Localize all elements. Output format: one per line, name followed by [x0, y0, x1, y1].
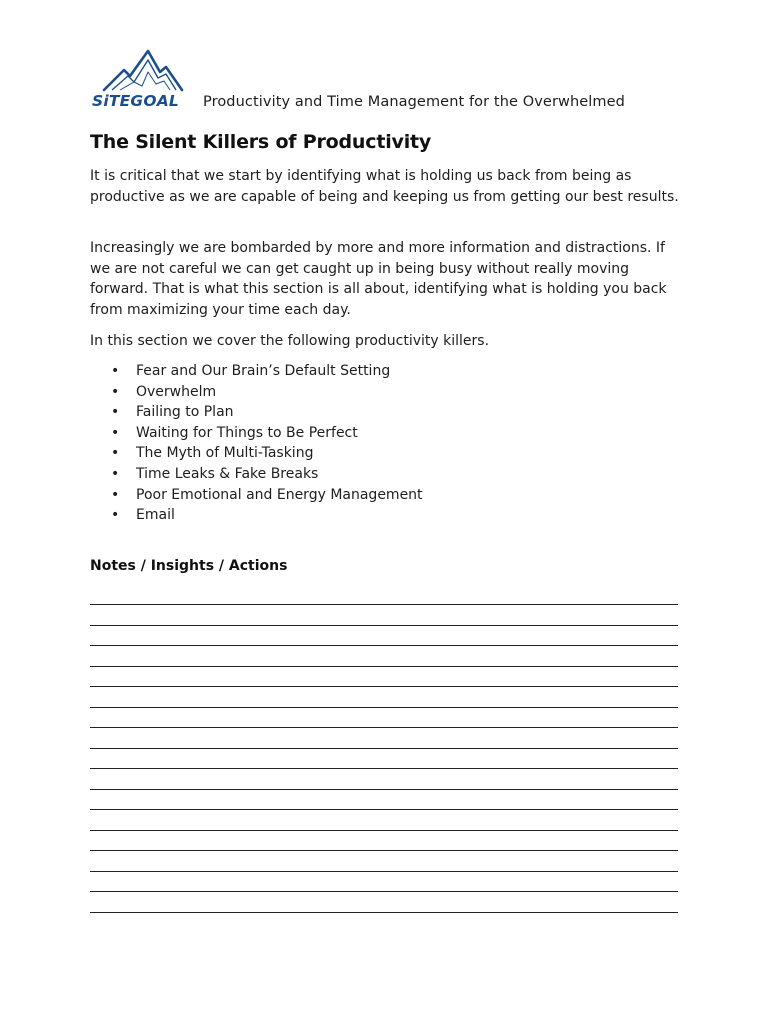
notes-line [90, 809, 678, 810]
page-title: The Silent Killers of Productivity [90, 131, 432, 153]
bullet-icon: • [111, 507, 120, 524]
list-item-label: The Myth of Multi-Tasking [136, 445, 314, 462]
bullet-icon: • [111, 445, 120, 462]
notes-line [90, 748, 678, 749]
mountain-logo-icon [90, 48, 190, 110]
list-item [90, 402, 423, 423]
notes-line [90, 871, 678, 872]
notes-line [90, 707, 678, 708]
bullet-icon: • [111, 486, 120, 503]
list-item-label: Overwhelm [136, 383, 217, 400]
list-item [90, 382, 423, 403]
list-item-label: Failing to Plan [136, 404, 234, 421]
list-item [90, 505, 423, 526]
notes-line [90, 727, 678, 728]
context-paragraph: Increasingly we are bombarded by more and more information and distractions. If we are not careful we can get caught up in being busy without really moving forward. That is what this section is all about, identifying what is holding you back from maximizing your time each day. [90, 240, 667, 318]
bullet-icon: • [111, 404, 120, 421]
list-item [90, 485, 423, 506]
notes-line [90, 666, 678, 667]
bullet-icon: • [111, 465, 120, 482]
list-item [90, 423, 423, 444]
bullet-icon: • [111, 363, 120, 379]
notes-line [90, 891, 678, 892]
notes-line [90, 625, 678, 626]
list-item [90, 464, 423, 485]
notes-line [90, 789, 678, 790]
sitegoal-logo [90, 48, 190, 110]
page-header [90, 48, 690, 112]
notes-line [90, 604, 678, 605]
notes-line [90, 830, 678, 831]
notes-line [90, 850, 678, 851]
list-item [90, 361, 423, 382]
list-item-label: Email [136, 507, 175, 524]
logo-wordmark: SiTEGOAL [92, 92, 180, 110]
list-intro-paragraph: In this section we cover the following productivity killers. [90, 333, 490, 349]
list-item-label: Time Leaks & Fake Breaks [136, 465, 319, 482]
list-item [90, 443, 423, 464]
notes-heading: Notes / Insights / Actions [90, 558, 288, 574]
notes-line [90, 768, 678, 769]
notes-line [90, 645, 678, 646]
productivity-killers-list [90, 361, 423, 526]
list-item-label: Fear and Our Brain’s Default Setting [136, 363, 391, 379]
list-item-label: Poor Emotional and Energy Management [136, 486, 423, 503]
notes-line [90, 912, 678, 913]
intro-paragraph: It is critical that we start by identifying what is holding us back from being as productive as we are capable of being and keeping us from getting our best results. [90, 168, 679, 205]
list-item-label: Waiting for Things to Be Perfect [136, 424, 358, 441]
header-title: Productivity and Time Management for the Overwhelmed [203, 94, 625, 110]
bullet-icon: • [111, 383, 120, 400]
notes-line [90, 686, 678, 687]
bullet-icon: • [111, 424, 120, 441]
